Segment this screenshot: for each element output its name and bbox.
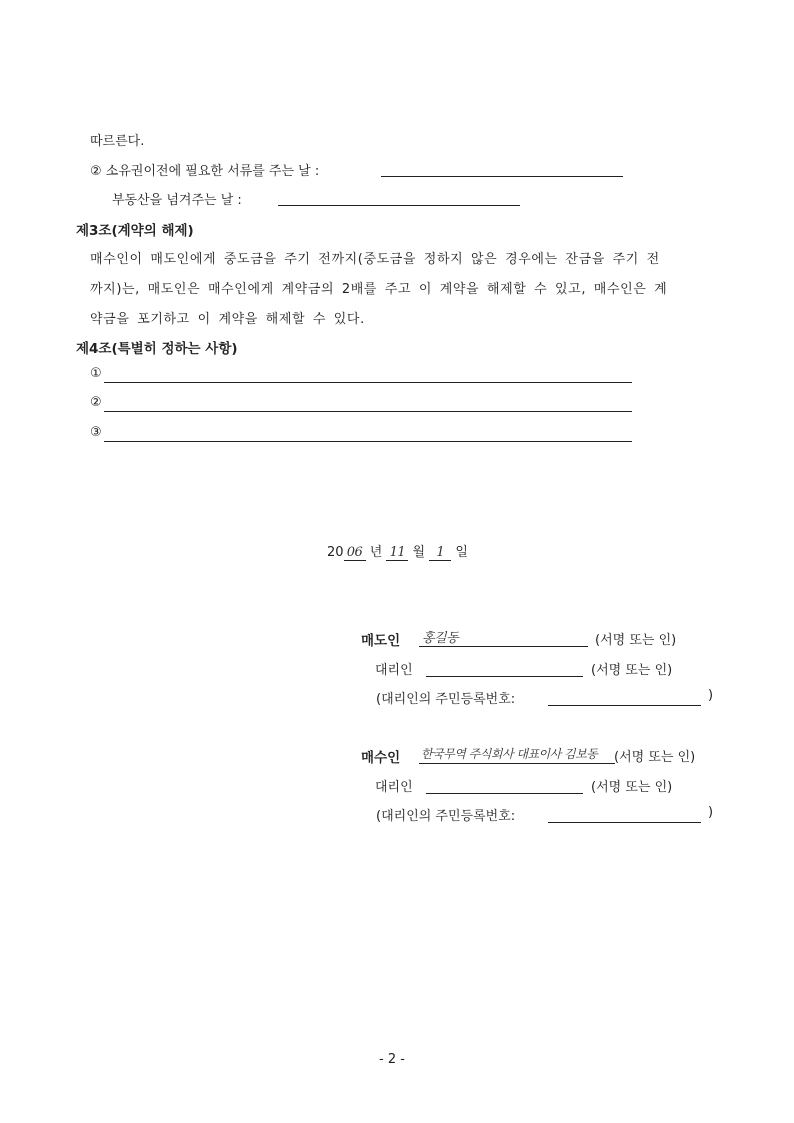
day-handwritten[interactable]: 1 <box>429 545 451 561</box>
buyer-agent-field[interactable] <box>426 776 583 794</box>
month-unit: 월 <box>412 545 426 560</box>
seller-signature: 홍길동 <box>422 631 459 646</box>
page-number: - 2 - <box>379 1052 405 1067</box>
seller-agent-id-label: (대리인의 주민등록번호: <box>376 692 516 707</box>
special-item-3-marker: ③ <box>90 425 102 440</box>
buyer-agent-label: 대리인 <box>375 780 413 795</box>
article4-title: 제4조(특별히 정하는 사항) <box>76 341 238 357</box>
year-handwritten[interactable]: 06 <box>344 545 366 561</box>
special-item-1-marker: ① <box>90 366 102 381</box>
property-handover-date-field[interactable] <box>278 189 520 206</box>
seller-agent-id-field[interactable] <box>548 688 701 706</box>
article3-line-3: 약금을 포기하고 이 계약을 해제할 수 있다. <box>90 312 365 327</box>
buyer-signature: 한국무역 주식회사 대표이사 김보동 <box>421 747 598 761</box>
buyer-agent-sign-note: (서명 또는 인) <box>591 780 673 795</box>
buyer-agent-id-field[interactable] <box>548 805 701 823</box>
year-prefix: 20 <box>327 545 344 560</box>
buyer-agent-id-label: (대리인의 주민등록번호: <box>376 809 516 824</box>
docs-transfer-date-field[interactable] <box>381 160 623 177</box>
buyer-sign-note: (서명 또는 인) <box>614 750 696 765</box>
day-unit: 일 <box>455 545 468 560</box>
year-unit: 년 <box>369 545 383 560</box>
seller-agent-field[interactable] <box>426 659 583 677</box>
property-handover-date-label: 부동산을 넘겨주는 날 : <box>112 193 242 208</box>
article3-line-1: 매수인이 매도인에게 중도금을 주기 전까지(중도금을 정하지 않은 경우에는 잔금을 주기 전 <box>90 252 660 267</box>
follows-line: 따르른다. <box>90 134 145 149</box>
seller-label: 매도인 <box>361 633 401 649</box>
special-item-2-field[interactable] <box>104 395 632 412</box>
article3-title: 제3조(계약의 해제) <box>76 223 194 239</box>
seller-agent-id-close: ) <box>708 688 714 703</box>
seller-agent-sign-note: (서명 또는 인) <box>591 663 673 678</box>
special-item-1-field[interactable] <box>104 366 632 383</box>
special-item-3-field[interactable] <box>104 425 632 442</box>
special-item-2-marker: ② <box>90 395 102 410</box>
buyer-agent-id-close: ) <box>708 805 714 820</box>
buyer-label: 매수인 <box>361 750 401 766</box>
seller-sign-note: (서명 또는 인) <box>595 633 677 648</box>
seller-agent-label: 대리인 <box>375 663 413 678</box>
month-handwritten[interactable]: 11 <box>386 545 408 561</box>
article3-line-2: 까지)는, 매도인은 매수인에게 계약금의 2배를 주고 이 계약을 해제할 수 있고, 매수인은 계 <box>90 282 668 297</box>
contract-date <box>327 541 468 561</box>
docs-transfer-date-label: ② 소유권이전에 필요한 서류를 주는 날 : <box>90 164 320 179</box>
